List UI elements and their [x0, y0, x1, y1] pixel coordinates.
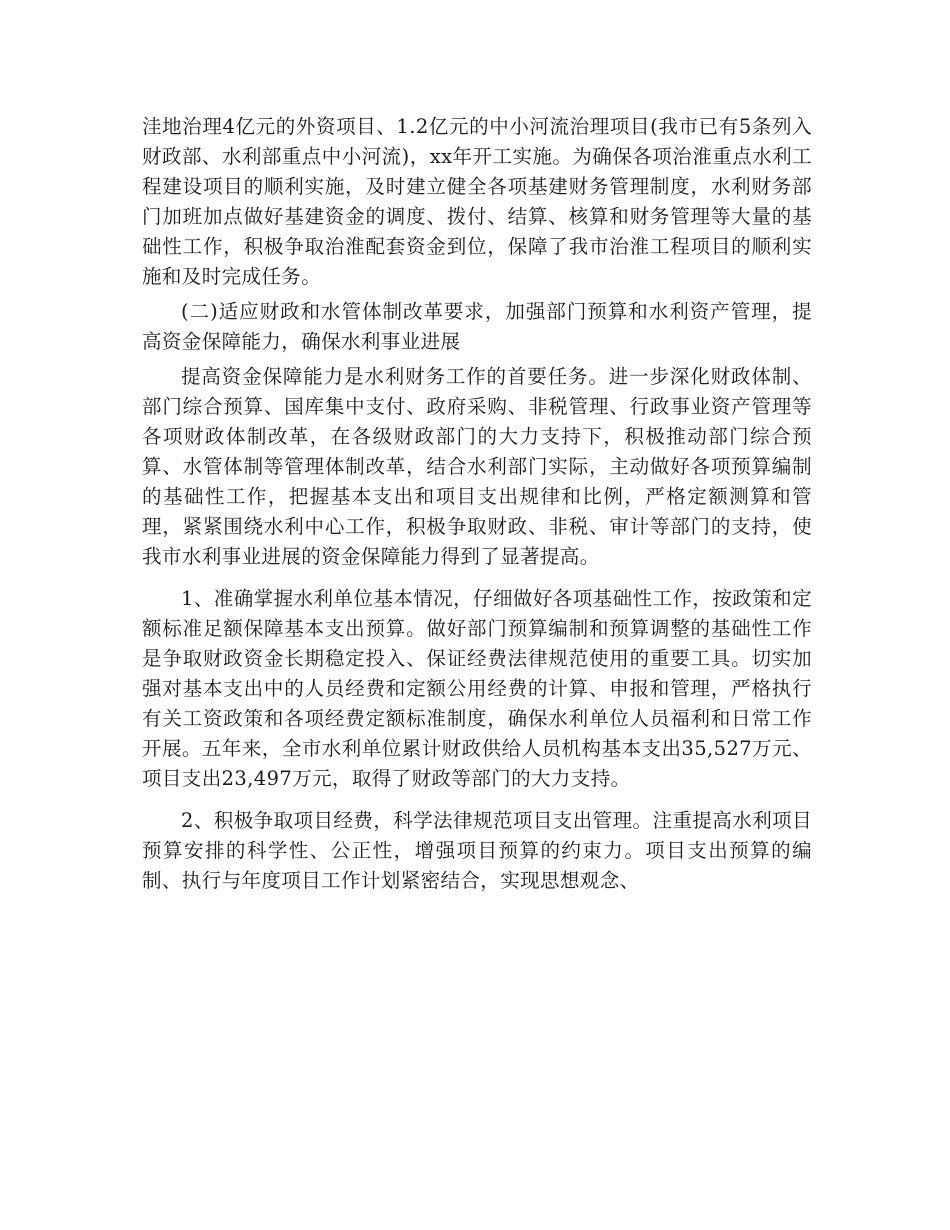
document-body — [142, 112, 812, 896]
paragraph-item-two: 2、积极争取项目经费，科学法律规范项目支出管理。注重提高水利项目预算安排的科学性、公正性，增强项目预算的约束力。项目支出预算的编制、执行与年度项目工作计划紧密结合，实现思想观念、 — [142, 809, 812, 892]
paragraph-funding-capacity: 提高资金保障能力是水利财务工作的首要任务。进一步深化财政体制、部门综合预算、国库集中支付、政府采购、非税管理、行政事业资产管理等各项财政体制改革，在各级财政部门的大力支持下，积极推动部门综合预算、水管体制等管理体制改革，结合水利部门实际，主动做好各项预算编制的基础性工作，把握基本支出和项目支出规律和比例，严格定额测算和管理，紧紧围绕水利中心工作，积极争取财政、非税、审计等部门的支持，使我市水利事业进展的资金保障能力得到了显著提高。 — [142, 365, 812, 568]
paragraph-continuation: 洼地治理4亿元的外资项目、1.2亿元的中小河流治理项目(我市已有5条列入财政部、水利部重点中小河流)，xx年开工实施。为确保各项治淮重点水利工程建设项目的顺利实施，及时建立健全各项基建财务管理制度，水利财务部门加班加点做好基建资金的调度、拨付、结算、核算和财务管理等大量的基础性工作，积极争取治淮配套资金到位，保障了我市治淮工程项目的顺利实施和及时完成任务。 — [142, 115, 812, 288]
section-heading-two: (二)适应财政和水管体制改革要求，加强部门预算和水利资产管理，提高资金保障能力，确保水利事业进展 — [142, 300, 812, 353]
paragraph-item-one: 1、准确掌握水利单位基本情况，仔细做好各项基础性工作，按政策和定额标准足额保障基本支出预算。做好部门预算编制和预算调整的基础性工作是争取财政资金长期稳定投入、保证经费法律规范使用的重要工具。切实加强对基本支出中的人员经费和定额公用经费的计算、申报和管理，严格执行有关工资政策和各项经费定额标准制度，确保水利单位人员福利和日常工作开展。五年来，全市水利单位累计财政供给人员机构基本支出35,527万元、项目支出23,497万元，取得了财政等部门的大力支持。 — [142, 587, 812, 790]
